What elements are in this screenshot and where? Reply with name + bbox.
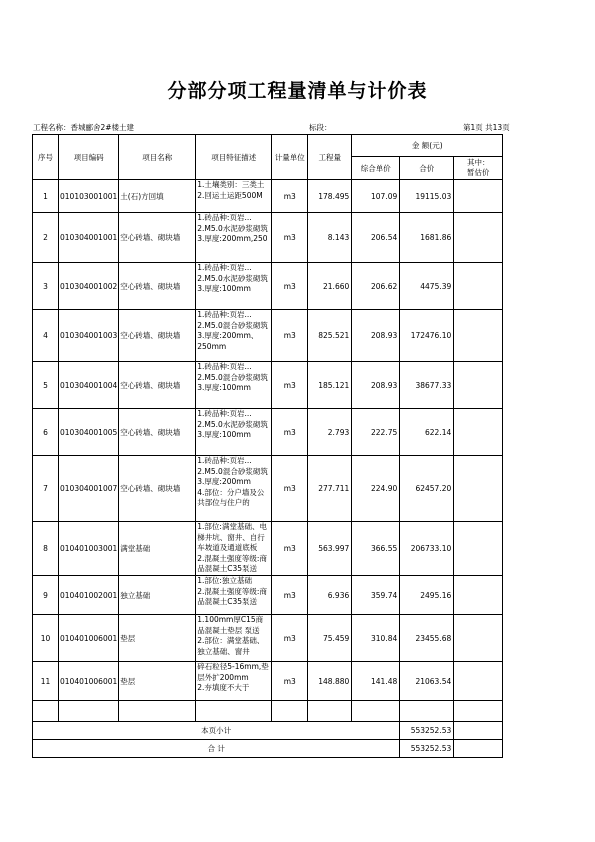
row-feature [196,576,272,615]
row-name: 满堂基础 [119,522,196,576]
row-qty: 2.793 [308,409,352,456]
header-total: 合价 [400,157,454,180]
row-name: 空心砖墙、砌块墙 [119,456,196,522]
row-code: 010401002001 [59,576,119,615]
row-unit: m3 [272,180,308,213]
row-feature [196,409,272,456]
feature-text: 1.部位:独立基础 2.混凝土强度等级:商品混凝土C35泵送 [197,576,267,606]
row-feature [196,310,272,362]
feature-text: 1.100mm厚C15商品混凝土垫层 泵送 2.部位：满堂基础、独立基础、窗井 [197,615,265,656]
feature-text: 1.部位:满堂基础、电梯井坑、窗井、自行车坡道及通道底板 2.混凝土强度等级:商品混凝土C35泵送 [197,522,267,573]
row-seq: 2 [33,213,59,263]
row-feature [196,456,272,522]
row-total: 1681.86 [400,213,454,263]
row-unit: m3 [272,522,308,576]
header-amount: 金 额(元) [352,135,503,157]
row-seq: 1 [33,180,59,213]
row-unit-price: 224.90 [352,456,400,522]
row-unit: m3 [272,576,308,615]
row-qty: 8.143 [308,213,352,263]
row-qty: 825.521 [308,310,352,362]
page-subtotal-value: 553252.53 [400,722,454,740]
row-provisional [454,310,503,362]
row-feature [196,213,272,263]
row-seq: 7 [33,456,59,522]
row-unit-price: 222.75 [352,409,400,456]
feature-text: 1.砖品种:页岩... 2.M5.0水泥砂浆砌筑 3.厚度:100mm [197,409,268,439]
row-provisional [454,615,503,662]
empty-cell [119,701,196,722]
project-name: 工程名称：香城郦舍2#楼土建 [33,123,135,132]
header-feature: 项目特征描述 [196,135,272,180]
row-code: 010304001004 [59,362,119,409]
table-row [33,310,503,362]
row-name: 空心砖墙、砌块墙 [119,213,196,263]
row-name: 空心砖墙、砌块墙 [119,409,196,456]
row-total: 21063.54 [400,662,454,701]
row-seq: 10 [33,615,59,662]
header-unit: 计量单位 [272,135,308,180]
row-qty: 185.121 [308,362,352,409]
header-provisional: 其中： 暂估价 [454,157,503,180]
row-name: 空心砖墙、砌块墙 [119,310,196,362]
row-name: 空心砖墙、砌块墙 [119,263,196,310]
empty-row [33,701,503,722]
row-unit-price: 206.62 [352,263,400,310]
row-total: 172476.10 [400,310,454,362]
row-provisional [454,662,503,701]
row-qty: 178.495 [308,180,352,213]
row-unit: m3 [272,263,308,310]
empty-cell [454,701,503,722]
table-row [33,409,503,456]
row-seq: 4 [33,310,59,362]
table-row [33,615,503,662]
page-subtotal-row [33,722,503,740]
row-unit-price: 359.74 [352,576,400,615]
page-subtotal-label: 本页小计 [33,722,400,740]
row-provisional [454,362,503,409]
table-row [33,263,503,310]
row-provisional [454,263,503,310]
row-code: 010304001007 [59,456,119,522]
row-qty: 21.660 [308,263,352,310]
page-subtotal-provisional [454,722,503,740]
row-unit: m3 [272,662,308,701]
table-row [33,522,503,576]
row-unit: m3 [272,310,308,362]
grand-total-row [33,740,503,758]
row-name: 垫层 [119,615,196,662]
empty-cell [59,701,119,722]
table-row [33,662,503,701]
table-row [33,456,503,522]
row-unit-price: 366.55 [352,522,400,576]
row-feature [196,662,272,701]
empty-cell [272,701,308,722]
feature-text: 1.砖品种:页岩... 2.M5.0水泥砂浆砌筑 3.厚度:200mm,250 [197,213,268,243]
row-feature [196,362,272,409]
row-code: 010401006001 [59,615,119,662]
feature-text: 1.砖品种:页岩... 2.M5.0水泥砂浆砌筑 3.厚度:100mm [197,263,268,293]
header-qty: 工程量 [308,135,352,180]
row-unit: m3 [272,409,308,456]
row-code: 010304001001 [59,213,119,263]
row-qty: 563.997 [308,522,352,576]
row-unit: m3 [272,615,308,662]
row-seq: 5 [33,362,59,409]
row-code: 010304001003 [59,310,119,362]
row-feature [196,263,272,310]
section-label: 标段： [309,123,332,132]
row-total: 206733.10 [400,522,454,576]
row-provisional [454,456,503,522]
row-total: 4475.39 [400,263,454,310]
row-provisional [454,213,503,263]
row-unit-price: 206.54 [352,213,400,263]
row-feature [196,180,272,213]
header-code: 项目编码 [59,135,119,180]
grand-total-label: 合 计 [33,740,400,758]
grand-total-provisional [454,740,503,758]
row-feature [196,615,272,662]
row-provisional [454,180,503,213]
row-unit: m3 [272,456,308,522]
row-unit: m3 [272,362,308,409]
row-unit: m3 [272,213,308,263]
feature-text: 1.砖品种:页岩... 2.M5.0混合砂浆砌筑 3.厚度:100mm [197,362,268,392]
feature-text: 1.土壤类别：三类土 2.回运土运距500M [197,180,265,200]
empty-cell [196,701,272,722]
table-row [33,362,503,409]
table-row [33,576,503,615]
row-total: 19115.03 [400,180,454,213]
header-unit-price: 综合单价 [352,157,400,180]
page-indicator: 第1页 共13页 [463,123,510,132]
row-name: 空心砖墙、砌块墙 [119,362,196,409]
row-code: 010401006001 [59,662,119,701]
row-seq: 11 [33,662,59,701]
row-feature [196,522,272,576]
row-qty: 6.936 [308,576,352,615]
grand-total-value: 553252.53 [400,740,454,758]
row-seq: 3 [33,263,59,310]
row-code: 010103001001 [59,180,119,213]
table-row [33,180,503,213]
row-total: 62457.20 [400,456,454,522]
row-name: 垫层 [119,662,196,701]
row-provisional [454,576,503,615]
table-row [33,213,503,263]
row-code: 010401003001 [59,522,119,576]
empty-cell [33,701,59,722]
row-total: 2495.16 [400,576,454,615]
feature-text: 1.砖品种:页岩... 2.M5.0混合砂浆砌筑 3.厚度:200mm 4.部位：分户墙及公共部位与住户的 [197,456,268,507]
row-provisional [454,409,503,456]
row-unit-price: 107.09 [352,180,400,213]
header-seq: 序号 [33,135,59,180]
row-unit-price: 208.93 [352,310,400,362]
bill-table [32,134,503,758]
row-seq: 9 [33,576,59,615]
row-total: 38677.33 [400,362,454,409]
row-provisional [454,522,503,576]
row-unit-price: 310.84 [352,615,400,662]
row-code: 010304001005 [59,409,119,456]
row-unit-price: 141.48 [352,662,400,701]
empty-cell [400,701,454,722]
row-total: 23455.68 [400,615,454,662]
row-qty: 148.880 [308,662,352,701]
feature-text: 碎石粒径5-16mm,垫层外扩200mm 2.夯填度不大于 [197,662,269,692]
row-unit-price: 208.93 [352,362,400,409]
empty-cell [352,701,400,722]
row-total: 622.14 [400,409,454,456]
row-name: 独立基础 [119,576,196,615]
row-name: 土(石)方回填 [119,180,196,213]
row-code: 010304001002 [59,263,119,310]
row-seq: 8 [33,522,59,576]
header-name: 项目名称 [119,135,196,180]
row-qty: 277.711 [308,456,352,522]
empty-cell [308,701,352,722]
feature-text: 1.砖品种:页岩... 2.M5.0混合砂浆砌筑 3.厚度:200mm、250mm [197,310,268,351]
row-qty: 75.459 [308,615,352,662]
page-title: 分部分项工程量清单与计价表 [167,80,428,102]
row-seq: 6 [33,409,59,456]
